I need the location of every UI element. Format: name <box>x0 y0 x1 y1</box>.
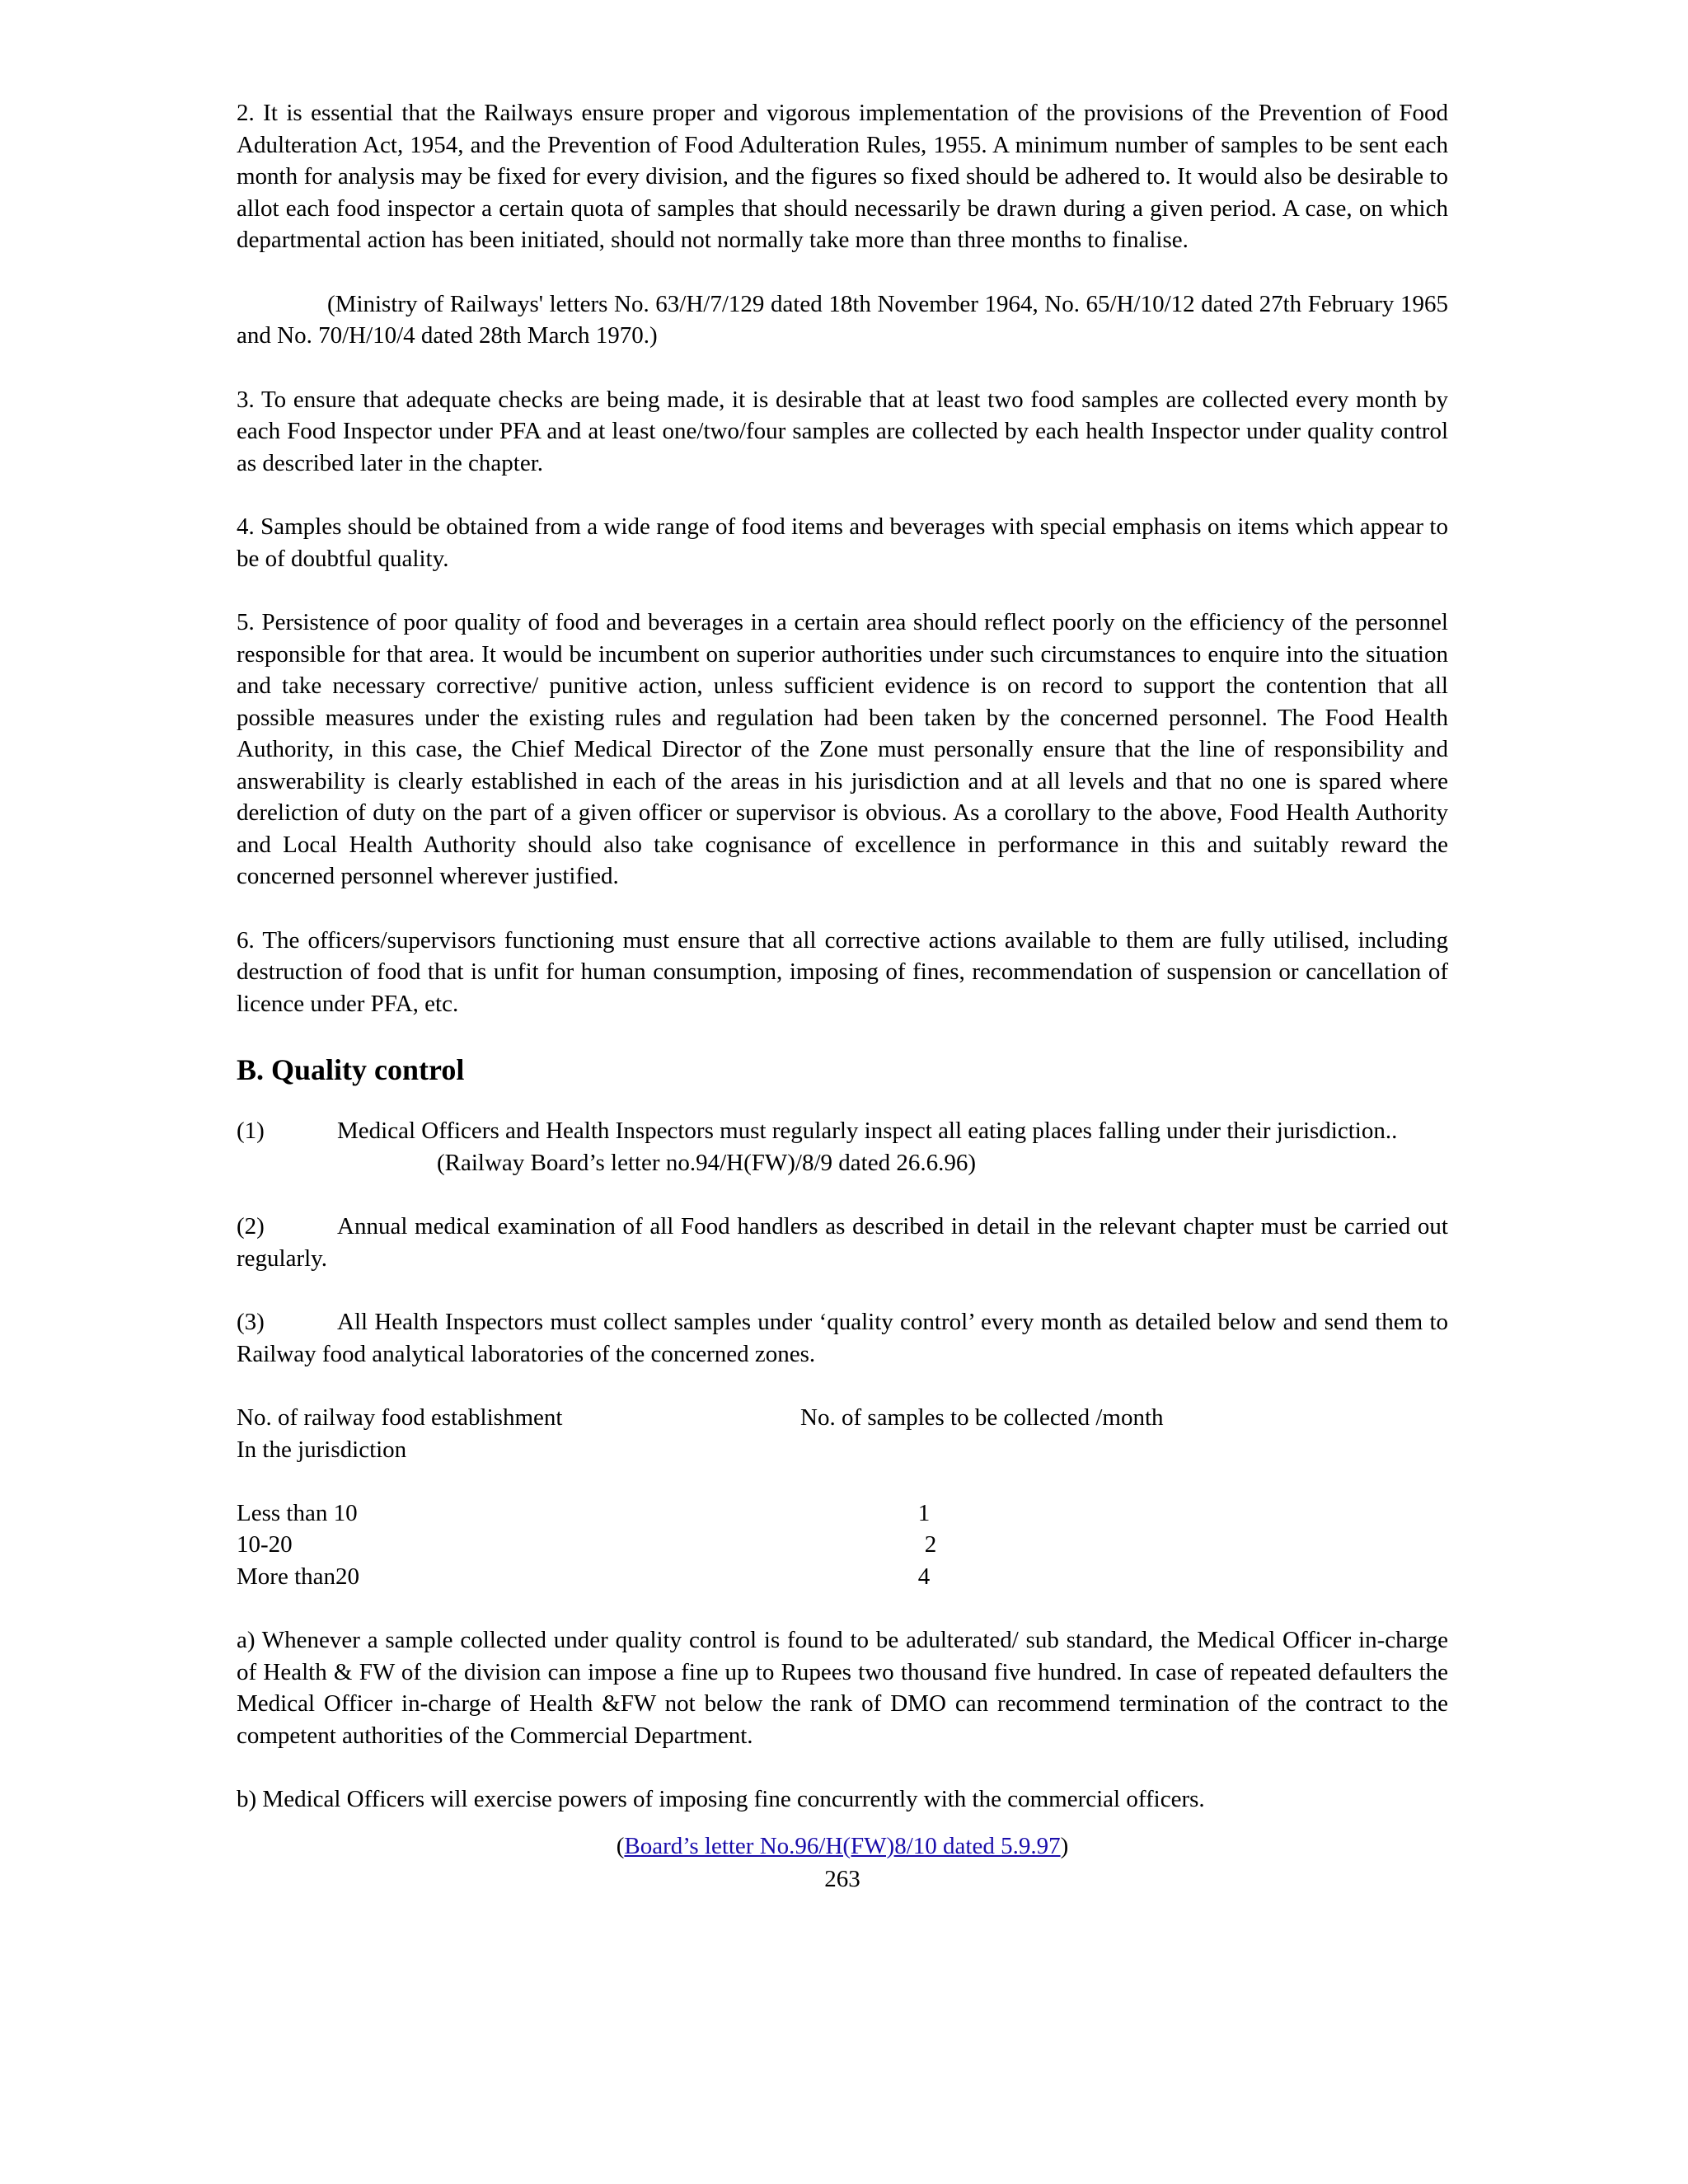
paragraph-5: 5. Persistence of poor quality of food and beverages in a certain area should reflect poorly on the efficiency of the personnel responsible for that area. It would be incumbent on superior authorities under such circumstances to enquire into the situation and take necessary corrective/ punitive action, unless sufficient evidence is on record to support the contention that all possible measures under the existing rules and regulation had been taken by the concerned personnel. The Food Health Authority, in this case, the Chief Medical Director of the Zone must personally ensure that the line of responsibility and answerability is clearly established in each of the areas in his jurisdiction and at all levels and that no one is spared where dereliction of duty on the part of a given officer or supervisor is obvious. As a corollary to the above, Food Health Authority and Local Health Authority should also take cognisance of excellence in performance in this and suitably reward the concerned personnel wherever justified. <box>237 609 1448 889</box>
table-spacer <box>237 1465 1448 1497</box>
paragraph-6: 6. The officers/supervisors functioning must ensure that all corrective actions available to them are fully utilised, including destruction of food that is unfit for human consumption, imposing of fines, recommendation of suspension or cancellation of licence under PFA, etc. <box>237 926 1448 1017</box>
board-letter-link[interactable]: Board’s letter No.96/H(FW)8/10 dated 5.9.97 <box>624 1832 1061 1859</box>
quality-control-item-1 <box>237 1115 1448 1179</box>
item-2-text <box>237 1211 1448 1274</box>
item-number: (3) <box>237 1309 265 1335</box>
footer-close-paren: ) <box>1060 1832 1069 1859</box>
section-heading-quality-control: B. Quality control <box>237 1053 465 1086</box>
cell-samples: 4 <box>917 1563 931 1590</box>
item-3-text <box>237 1306 1448 1370</box>
item-number: (1) <box>237 1118 265 1144</box>
table-row <box>237 1529 1448 1561</box>
cell-establishments: Less than 10 <box>237 1499 358 1526</box>
header-establishments-line2: In the jurisdiction <box>237 1436 407 1463</box>
quality-control-item-3 <box>237 1306 1448 1370</box>
item-1-text <box>237 1115 1448 1147</box>
note-a: a) Whenever a sample collected under quality control is found to be adulterated/ sub standard, the Medical Officer in-charge of Health & FW of the division can impose a fine up to Rupees two thousand five hundred. In case of repeated defaulters the Medical Officer in-charge of Health &FW not below the rank of DMO can recommend termination of the contract to the competent authorities of the Commercial Department. <box>237 1627 1448 1749</box>
footer-open-paren: ( <box>616 1832 625 1859</box>
cell-establishments: 10-20 <box>237 1531 293 1558</box>
table-header <box>237 1402 1448 1465</box>
paragraph-2: 2. It is essential that the Railways ensure proper and vigorous implementation of the provisions of the Prevention of Food Adulteration Act, 1954, and the Prevention of Food Adulteration Rules, 1955. A minimum number of samples to be sent each month for analysis may be fixed for every division, and the figures so fixed should be adhered to. It would also be desirable to allot each food inspector a certain quota of samples that should necessarily be drawn during a given period. A case, on which departmental action has been initiated, should not normally take more than three months to finalise. <box>237 100 1448 253</box>
document-page <box>237 97 1448 1896</box>
reference-ministry-letters: (Ministry of Railways' letters No. 63/H/7/129 dated 18th November 1964, No. 65/H/10/12 dated 27th February 1965 and No. 70/H/10/4 dated 28th March 1970.) <box>237 290 1448 349</box>
page-number: 263 <box>824 1866 860 1892</box>
samples-table <box>237 1402 1448 1592</box>
header-establishments-line1: No. of railway food establishment <box>237 1404 563 1431</box>
paragraph-4: 4. Samples should be obtained from a wide range of food items and beverages with special emphasis on items which appear to be of doubtful quality. <box>237 513 1448 572</box>
header-establishments <box>237 1402 800 1465</box>
footer-reference <box>237 1830 1448 1863</box>
cell-samples: 1 <box>917 1499 931 1526</box>
quality-control-item-2 <box>237 1211 1448 1274</box>
cell-samples: 2 <box>924 1531 937 1558</box>
header-samples: No. of samples to be collected /month <box>800 1404 1164 1431</box>
paragraph-3: 3. To ensure that adequate checks are being made, it is desirable that at least two food samples are collected every month by each Food Inspector under PFA and at least one/two/four samples are collected by each health Inspector under quality control as described later in the chapter. <box>237 386 1448 476</box>
item-body: All Health Inspectors must collect samples under ‘quality control’ every month as detailed below and send them to Railway food analytical laboratories of the concerned zones. <box>237 1309 1448 1367</box>
item-body: Annual medical examination of all Food handlers as described in detail in the relevant chapter must be carried out regularly. <box>237 1213 1448 1272</box>
table-row <box>237 1497 1448 1530</box>
reference-railway-board-letter: (Railway Board’s letter no.94/H(FW)/8/9 dated 26.6.96) <box>437 1149 976 1176</box>
item-body: Medical Officers and Health Inspectors must regularly inspect all eating places falling under their jurisdiction.. <box>337 1118 1398 1144</box>
item-number: (2) <box>237 1213 265 1240</box>
cell-establishments: More than20 <box>237 1563 359 1590</box>
table-row <box>237 1561 1448 1593</box>
note-b: b) Medical Officers will exercise powers of imposing fine concurrently with the commercial officers. <box>237 1786 1205 1812</box>
